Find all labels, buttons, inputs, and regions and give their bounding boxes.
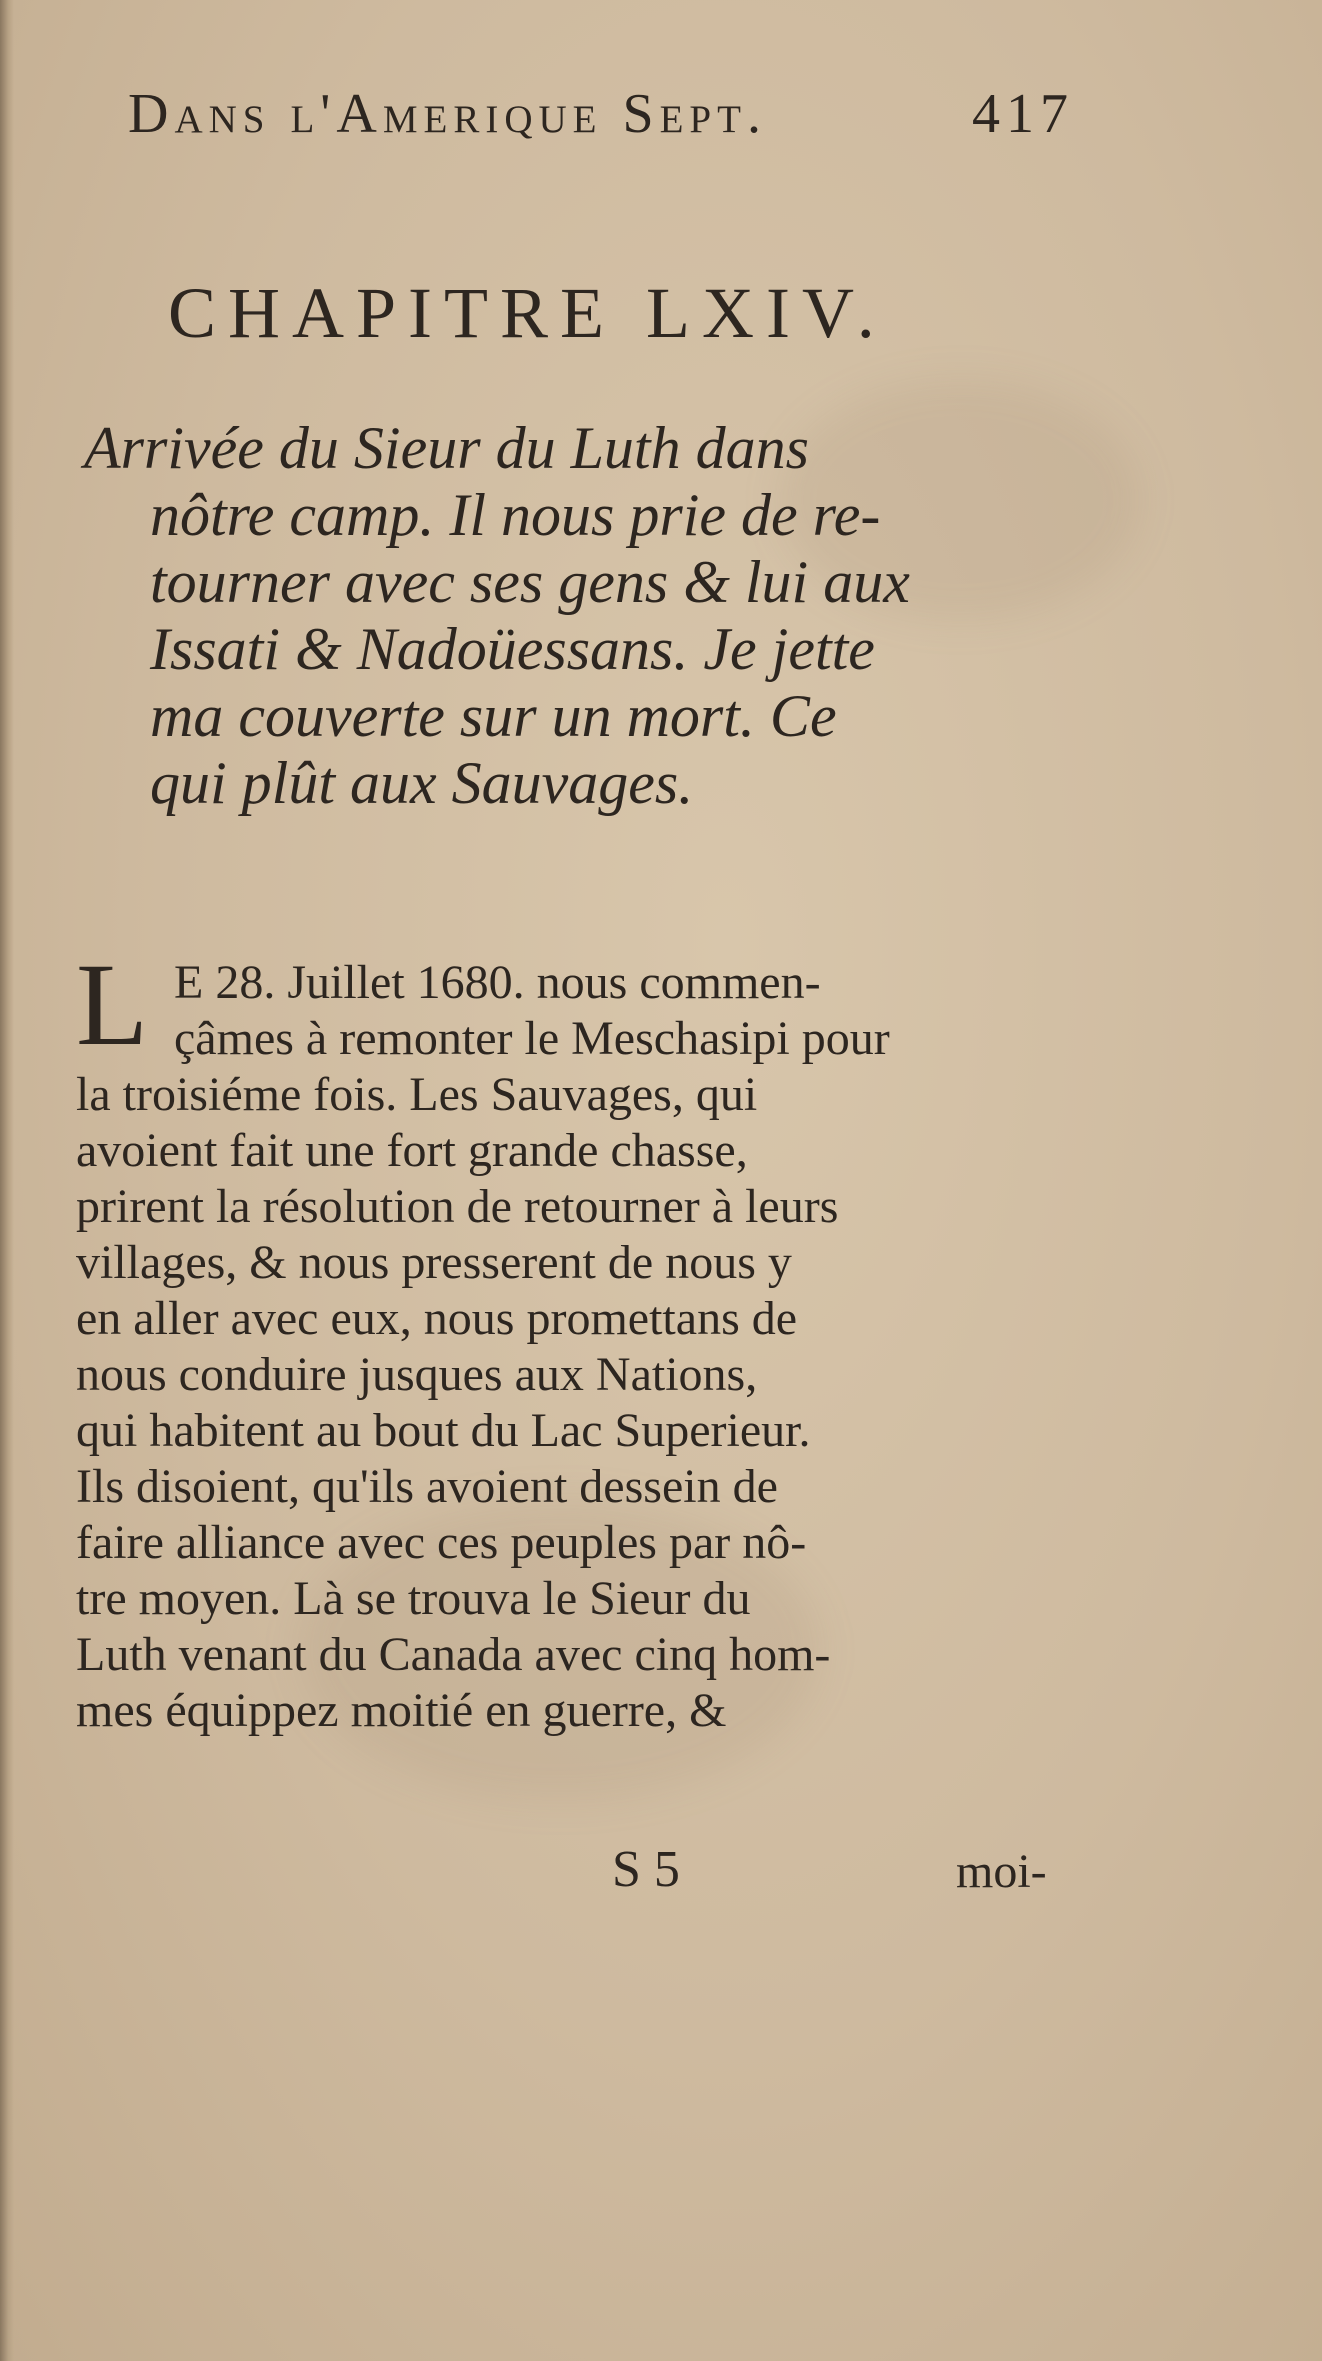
body-line: en aller avec eux, nous promettans de xyxy=(76,1292,798,1345)
page-footer xyxy=(76,1840,1096,1900)
body-text xyxy=(76,955,1096,1739)
summary-line: ma couverte sur un mort. Ce xyxy=(150,683,837,749)
body-line: faire alliance avec ces peuples par nô- xyxy=(76,1516,807,1569)
body-line: la troisiéme fois. Les Sauvages, qui xyxy=(76,1068,758,1121)
body-line: tre moyen. Là se trouva le Sieur du xyxy=(76,1572,751,1625)
body-line: qui habitent au bout du Lac Superieur. xyxy=(76,1404,811,1457)
summary-line: Issati & Nadoüessans. Je jette xyxy=(150,616,875,682)
body-line: prirent la résolution de retourner à leurs xyxy=(76,1180,839,1233)
running-head xyxy=(128,82,1148,172)
body-line: çâmes à remonter le Meschasipi pour xyxy=(174,1012,890,1065)
drop-cap: L xyxy=(76,939,149,1070)
signature-mark: S 5 xyxy=(612,1841,680,1898)
body-line: Ils disoient, qu'ils avoient dessein de xyxy=(76,1460,778,1513)
page-binding-edge xyxy=(0,0,14,2361)
body-line: nous conduire jusques aux Nations, xyxy=(76,1348,758,1401)
chapter-summary xyxy=(84,415,1114,817)
summary-line: nôtre camp. Il nous prie de re- xyxy=(150,482,881,548)
body-line: mes équippez moitié en guerre, & xyxy=(76,1684,727,1737)
summary-line: tourner avec ses gens & lui aux xyxy=(150,549,910,615)
body-line: avoient fait une fort grande chasse, xyxy=(76,1124,748,1177)
body-line: villages, & nous presserent de nous y xyxy=(76,1236,792,1289)
summary-line: qui plût aux Sauvages. xyxy=(150,750,694,816)
running-head-title: Dans l'Amerique Sept. xyxy=(128,83,767,145)
summary-line: Arrivée du Sieur du Luth dans xyxy=(84,415,809,481)
catchword: moi- xyxy=(956,1845,1047,1898)
body-line: Luth venant du Canada avec cinq hom- xyxy=(76,1628,831,1681)
page-number: 417 xyxy=(972,83,1074,145)
body-line: E 28. Juillet 1680. nous commen- xyxy=(174,956,821,1009)
chapter-heading: CHAPITRE LXIV. xyxy=(168,273,887,353)
